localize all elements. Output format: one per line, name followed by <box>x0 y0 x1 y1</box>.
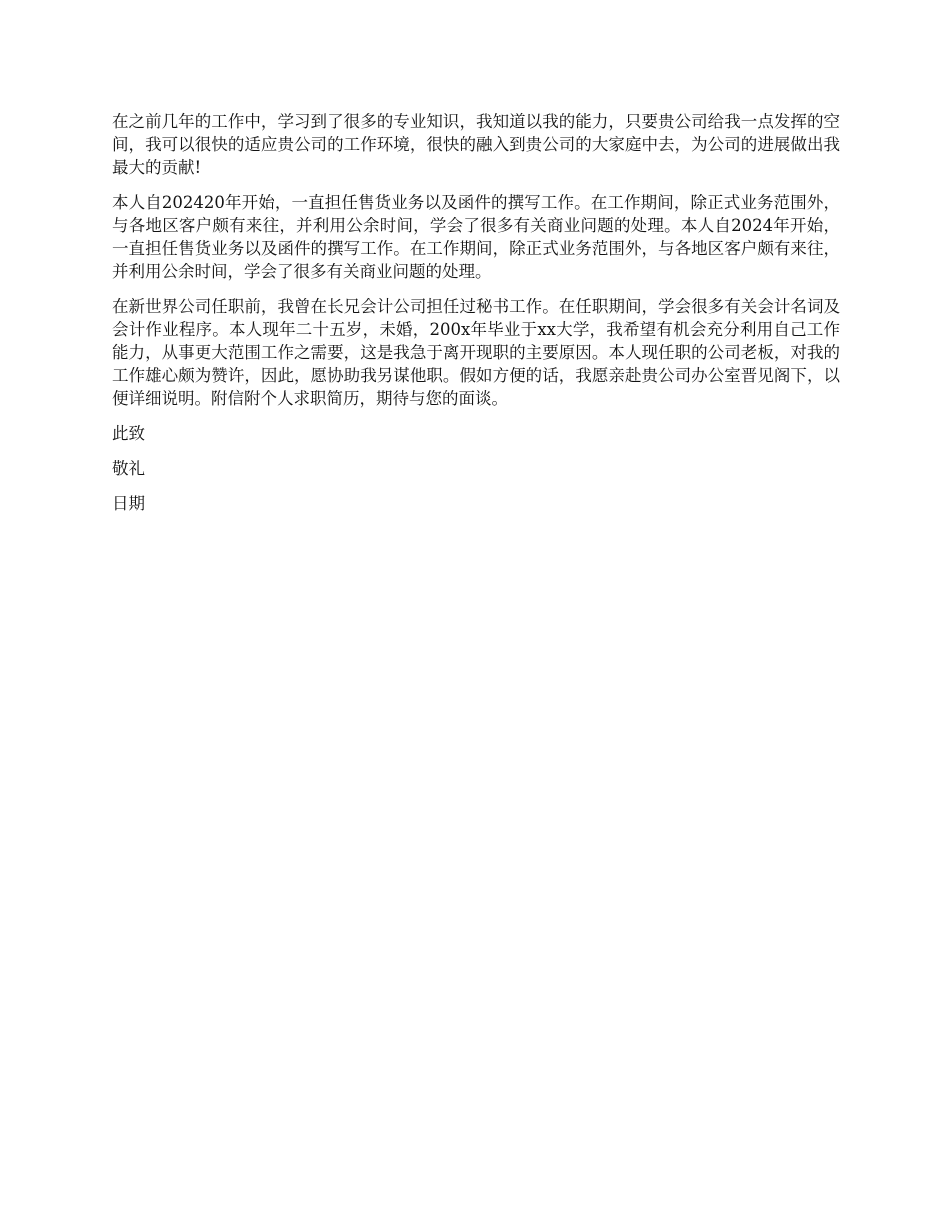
letter-body <box>112 110 840 527</box>
closing-regards: 敬礼 <box>112 459 145 478</box>
closing-salutation: 此致 <box>112 424 145 443</box>
paragraph-background: 在新世界公司任职前，我曾在长兄会计公司担任过秘书工作。在任职期间，学会很多有关会计名词及会计作业程序。本人现年二十五岁，未婚，200x年毕业于xx大学，我希望有机会充分利用自己工作能力，从事更大范围工作之需要，这是我急于离开现职的主要原因。本人现任职的公司老板，对我的工作雄心颇为赞许，因此，愿协助我另谋他职。假如方便的话，我愿亲赴贵公司办公室晋见阁下，以便详细说明。附信附个人求职简历，期待与您的面谈。 <box>112 297 840 408</box>
closing-date: 日期 <box>112 494 145 513</box>
paragraph-experience: 在之前几年的工作中，学习到了很多的专业知识，我知道以我的能力，只要贵公司给我一点发挥的空间，我可以很快的适应贵公司的工作环境，很快的融入到贵公司的大家庭中去，为公司的进展做出我最大的贡献! <box>112 112 840 177</box>
paragraph-work-history: 本人自202420年开始，一直担任售货业务以及函件的撰写工作。在工作期间，除正式业务范围外，与各地区客户颇有来往，并利用公余时间，学会了很多有关商业问题的处理。本人自2024年开始，一直担任售货业务以及函件的撰写工作。在工作期间，除正式业务范围外，与各地区客户颇有来往，并利用公余时间，学会了很多有关商业问题的处理。 <box>112 193 840 281</box>
